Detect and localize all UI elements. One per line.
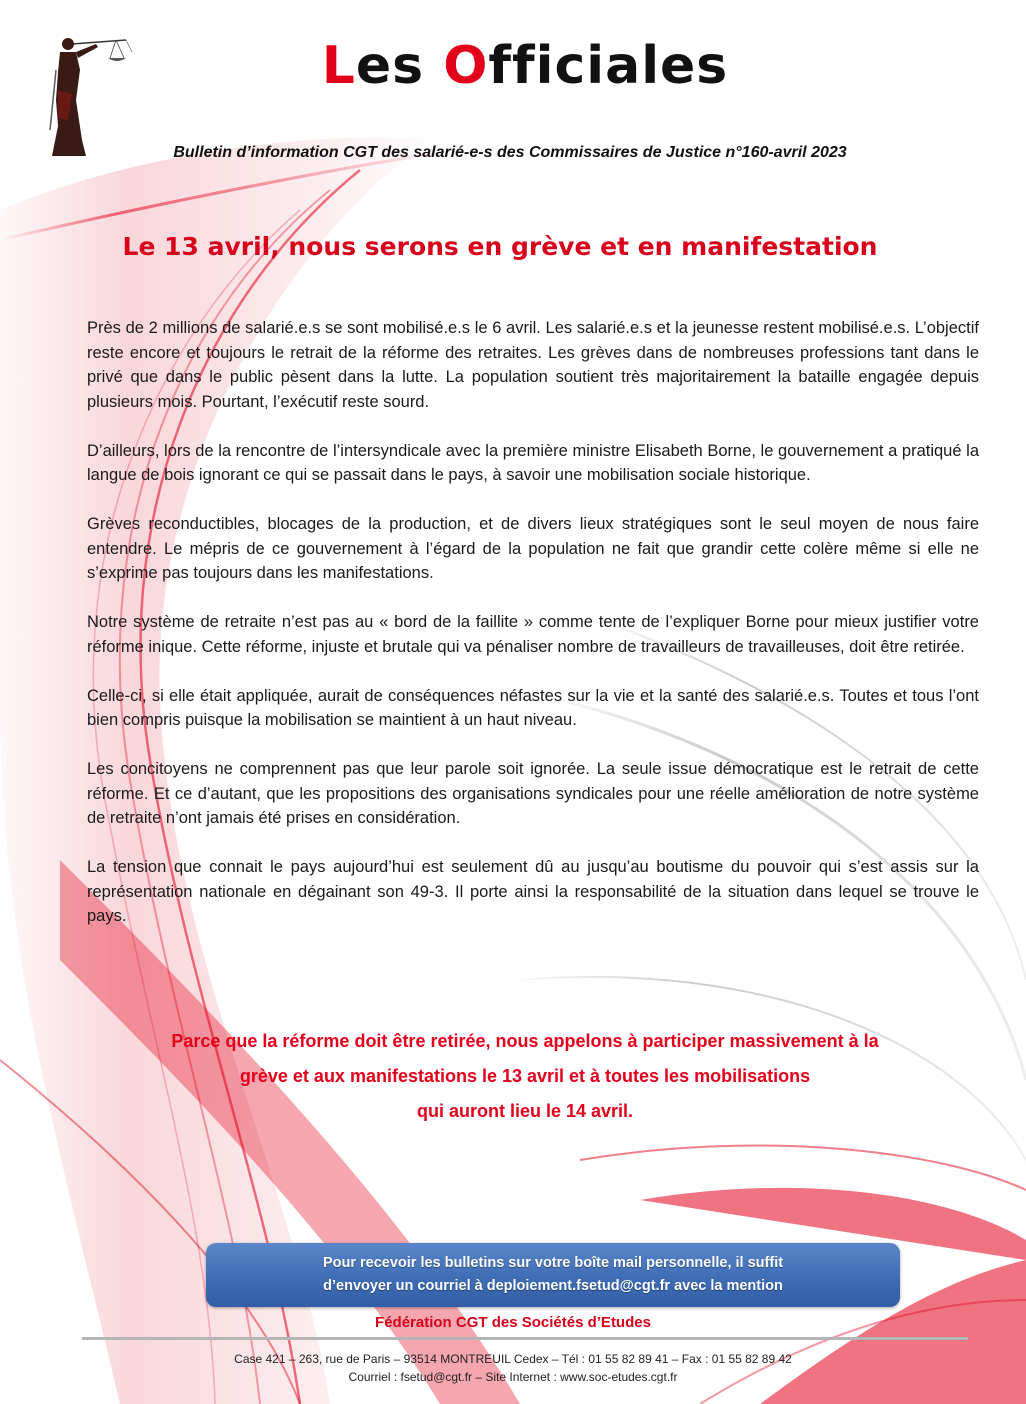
federation-name: Fédération CGT des Sociétés d’Etudes xyxy=(375,1314,651,1331)
paragraph: Près de 2 millions de salarié.e.s se sont mobilisé.e.s le 6 avril. Les salarié.e.s et la jeunesse restent mobilisé.e.s. L’objectif reste encore et toujours le retrait de la réforme des retraites. Les grèves dans de nombreuses professions tant dans le privé que dans le public pèsent dans la lutte. La population soutient très majoritairement la bataille engagée depuis plusieurs mois. Pourtant, l’exécutif reste sourd. xyxy=(87,319,979,411)
call-to-action-line: grève et aux manifestations le 13 avril et à toutes les mobilisations xyxy=(239,1066,811,1086)
footer-contact xyxy=(0,1350,1026,1386)
article-body xyxy=(87,316,979,953)
call-to-action-line: Parce que la réforme doit être retirée, nous appelons à participer massivement à la xyxy=(171,1031,879,1051)
paragraph: Celle-ci, si elle était appliquée, aurait de conséquences néfastes sur la vie et la santé des salarié.e.s. Toutes et tous l’ont bien compris puisque la mobilisation se maintient à un haut niveau. xyxy=(87,686,979,729)
article-headline: Le 13 avril, nous serons en grève et en manifestation xyxy=(122,232,878,261)
subscribe-line: d’envoyer un courriel à deploiement.fsetud@cgt.fr avec la mention xyxy=(323,1278,783,1294)
footer-divider xyxy=(82,1337,968,1340)
paragraph: Grèves reconductibles, blocages de la production, et de divers lieux stratégiques sont le seul moyen de nous faire entendre. Le mépris de ce gouvernement à l’égard de la population ne fait que grandir cette colère même si elle ne s’exprime pas toujours dans les manifestations. xyxy=(87,515,979,582)
footer-email-website: Courriel : fsetud@cgt.fr – Site Internet : www.soc-etudes.cgt.fr xyxy=(348,1370,678,1384)
masthead xyxy=(0,36,1026,96)
paragraph: La tension que connait le pays aujourd’hui est seulement dû au jusqu’au boutisme du pouvoir qui s’est assis sur la représentation nationale en dégainant son 49-3. Il porte ainsi la responsabilité de la situation dans lequel se trouve le pays. xyxy=(87,858,979,925)
footer-address: Case 421 – 263, rue de Paris – 93514 MONTREUIL Cedex – Tél : 01 55 82 89 41 – Fax : 01 55 82 89 42 xyxy=(234,1352,792,1366)
subscribe-line: Pour recevoir les bulletins sur votre boîte mail personnelle, il suffit xyxy=(322,1255,784,1271)
call-to-action xyxy=(90,1024,960,1129)
bulletin-subtitle: Bulletin d’information CGT des salarié-e-s des Commissaires de Justice n°160-avril 2023 xyxy=(173,144,847,161)
paragraph: D’ailleurs, lors de la rencontre de l’intersyndicale avec la première ministre Elisabeth Borne, le gouvernement a pratiqué la langue de bois ignorant ce qui se passait dans le pays, à savoir une mobilisation sociale historique. xyxy=(87,441,979,484)
call-to-action-line: qui auront lieu le 14 avril. xyxy=(416,1101,634,1121)
paragraph: Notre système de retraite n’est pas au « bord de la faillite » comme tente de l’expliquer Borne pour mieux justifier votre réforme inique. Cette réforme, injuste et brutale qui va pénaliser nombre de travailleurs de travailleuses, doit être retirée. xyxy=(87,613,979,656)
newsletter-title: Les Officiales xyxy=(321,36,729,96)
paragraph: Les concitoyens ne comprennent pas que leur parole soit ignorée. La seule issue démocratique est le retrait de cette réforme. Et ce d’autant, que les propositions des organisations syndicales pour une réelle amélioration de notre système de retraite n’ont jamais été prises en considération. xyxy=(87,760,979,827)
subscribe-box xyxy=(206,1243,900,1307)
